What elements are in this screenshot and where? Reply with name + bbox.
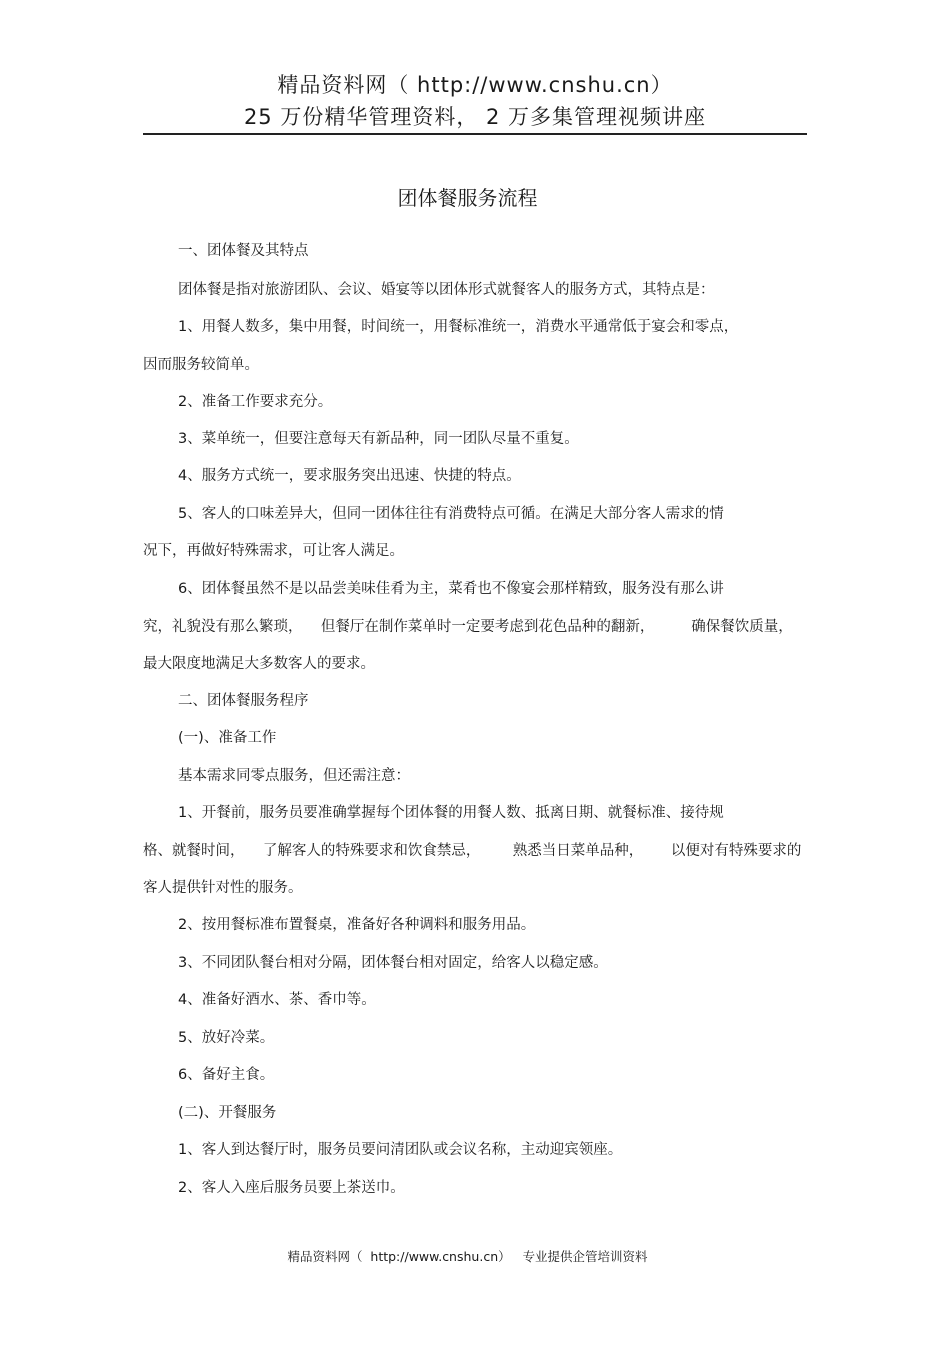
list-item-line: 6、备好主食。 (178, 1067, 275, 1083)
list-item-line: 1、开餐前，服务员要准确掌握每个团体餐的用餐人数、抵离日期、就餐标准、接待规 (178, 805, 724, 821)
paragraph-line: 格、就餐时间， 了解客人的特殊要求和饮食禁忌， 熟悉当日菜单品种， 以便对有特殊要求的 (143, 843, 802, 859)
list-item-line: 1、客人到达餐厅时，服务员要问清团队或会议名称，主动迎宾领座。 (178, 1142, 623, 1158)
list-item-line: 6、团体餐虽然不是以品尝美味佳肴为主，菜肴也不像宴会那样精致，服务没有那么讲 (178, 581, 724, 597)
document-title: 团体餐服务流程 (397, 186, 538, 210)
list-item-line: 5、客人的口味差异大，但同一团体往往有消费特点可循。在满足大部分客人需求的情 (178, 506, 724, 522)
section-heading: 二、团体餐服务程序 (178, 693, 309, 709)
subsection-heading: (一)、准备工作 (178, 730, 277, 746)
list-item-line: 3、菜单统一，但要注意每天有新品种，同一团队尽量不重复。 (178, 431, 579, 447)
paragraph-line: 况下，再做好特殊需求，可让客人满足。 (143, 543, 404, 559)
list-item-line: 2、客人入座后服务员要上茶送巾。 (178, 1180, 405, 1196)
paragraph-line: 究，礼貌没有那么繁琐， 但餐厅在制作菜单时一定要考虑到花色品种的翻新， 确保餐饮质量， (143, 619, 793, 635)
paragraph-line: 因而服务较简单。 (143, 357, 259, 373)
header-tagline: 25 万份精华管理资料， 2 万多集管理视频讲座 (243, 105, 707, 129)
header-site-name: 精品资料网（ http://www.cnshu.cn） (277, 73, 673, 97)
subsection-heading: (二)、开餐服务 (178, 1105, 277, 1121)
list-item-line: 3、不同团队餐台相对分隔，团体餐台相对固定，给客人以稳定感。 (178, 955, 608, 971)
paragraph-line: 基本需求同零点服务，但还需注意： (178, 768, 410, 784)
section-heading: 一、团体餐及其特点 (178, 243, 309, 259)
list-item-line: 2、按用餐标准布置餐桌，准备好各种调料和服务用品。 (178, 917, 536, 933)
paragraph-line: 团体餐是指对旅游团队、会议、婚宴等以团体形式就餐客人的服务方式，其特点是： (178, 282, 715, 298)
list-item-line: 5、放好冷菜。 (178, 1030, 275, 1046)
list-item-line: 4、准备好酒水、茶、香巾等。 (178, 992, 376, 1008)
list-item-line: 1、用餐人数多，集中用餐，时间统一，用餐标准统一，消费水平通常低于宴会和零点， (178, 319, 739, 335)
paragraph-line: 客人提供针对性的服务。 (143, 880, 303, 896)
header-divider (143, 133, 807, 135)
list-item-line: 4、服务方式统一，要求服务突出迅速、快捷的特点。 (178, 468, 521, 484)
list-item-line: 2、准备工作要求充分。 (178, 394, 333, 410)
page-header (0, 70, 950, 134)
page-footer: 精品资料网（ http://www.cnshu.cn） 专业提供企管培训资料 (287, 1249, 648, 1264)
paragraph-line: 最大限度地满足大多数客人的要求。 (143, 656, 375, 672)
